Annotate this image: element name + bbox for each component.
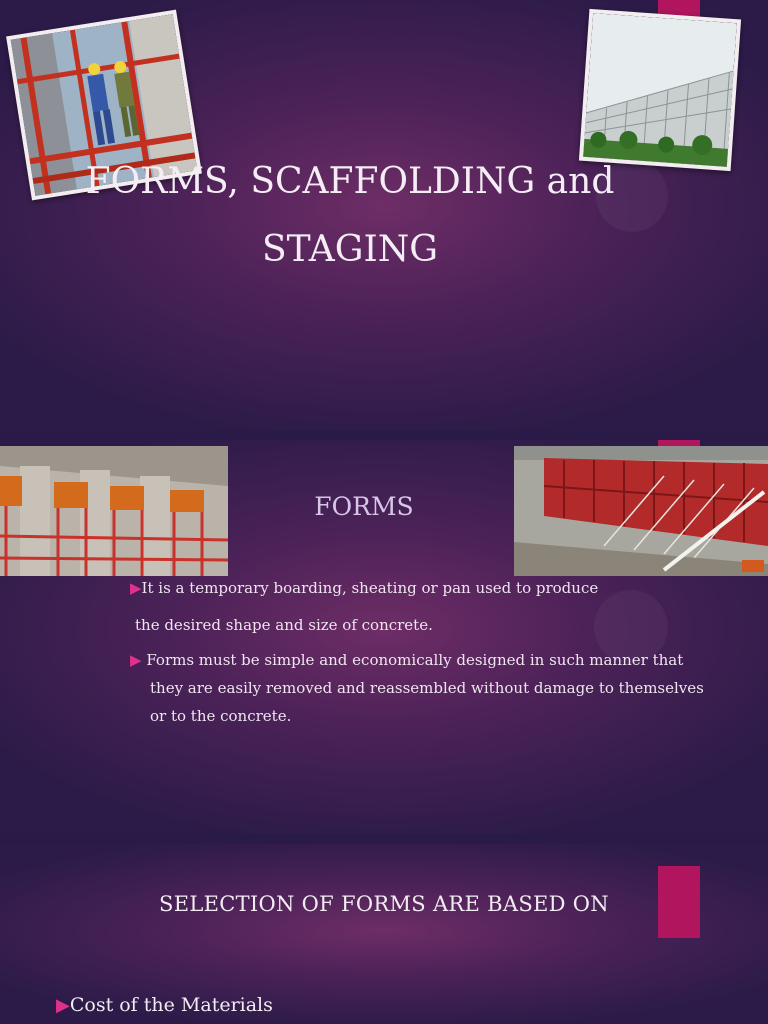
scaffold-structure-image bbox=[583, 13, 737, 167]
title-line-2: STAGING bbox=[262, 229, 438, 270]
bullet-1-text-1: It is a temporary boarding, sheating or pan used to produce bbox=[141, 579, 599, 597]
right-triangle-bullet-icon: ▶ bbox=[130, 579, 142, 597]
forms-heading: FORMS bbox=[314, 492, 414, 521]
selection-heading: SELECTION OF FORMS ARE BASED ON bbox=[159, 892, 609, 916]
bullet-2-line-1 bbox=[130, 646, 683, 674]
bullet-cost-of-materials bbox=[56, 994, 273, 1016]
bullet-1-line-2: the desired shape and size of concrete. bbox=[135, 616, 433, 634]
right-triangle-bullet-icon: ▶ bbox=[130, 651, 142, 669]
title-line-1: FORMS, SCAFFOLDING and bbox=[85, 161, 615, 202]
slide-2 bbox=[0, 440, 768, 834]
right-triangle-bullet-icon: ▶ bbox=[56, 995, 70, 1016]
bullet-2-line-3: or to the concrete. bbox=[150, 707, 292, 725]
slide-1 bbox=[0, 0, 768, 430]
bullet-1-line-1 bbox=[130, 574, 598, 602]
scaffold-structure-photo bbox=[579, 9, 741, 171]
slide-3 bbox=[0, 844, 768, 1024]
bullet-cost-text: Cost of the Materials bbox=[69, 994, 273, 1016]
bullet-2-line-2: they are easily removed and reassembled without damage to themselves bbox=[150, 679, 704, 697]
bullet-2-text-1: Forms must be simple and economically designed in such manner that bbox=[146, 651, 684, 669]
